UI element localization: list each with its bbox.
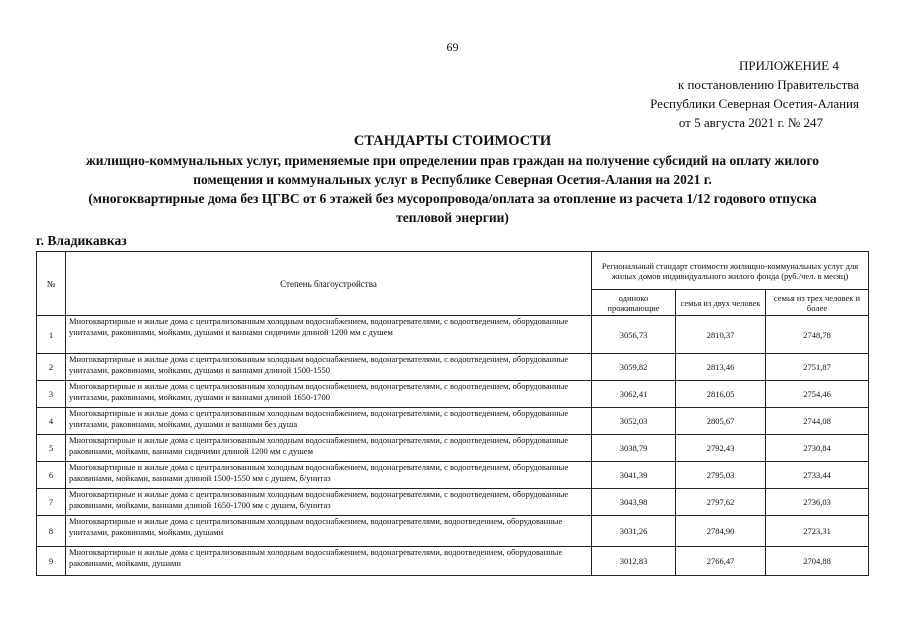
value-family-three: 2736,03 [766, 489, 869, 516]
value-single: 3012,83 [592, 547, 676, 576]
value-single: 3041,39 [592, 462, 676, 489]
value-family-three: 2748,78 [766, 316, 869, 354]
row-number: 3 [37, 381, 66, 408]
row-description: Многоквартирные и жилые дома с централизованным холодным водоснабжением, водонагревателями, водоотведением, оборудованные раковинами, мойками, душами [66, 547, 592, 576]
city-heading: г. Владикавказ [36, 233, 127, 248]
document-title [0, 132, 905, 227]
table-row [37, 462, 869, 489]
table-row [37, 408, 869, 435]
header-family-three: семья из трех человек и более [766, 290, 869, 316]
header-standard-group: Региональный стандарт стоимости жилищно-коммунальных услуг для жилых домов индивидуального жилого фонда (руб./чел. в месяц) [592, 252, 869, 290]
row-description: Многоквартирные и жилые дома с централизованным холодным водоснабжением, водонагревателями, с водоотведением, оборудованные унитазами, раковинами, мойками, душами и ваннами длиной 1500-1550 [66, 354, 592, 381]
table-row [37, 547, 869, 576]
value-family-three: 2751,87 [766, 354, 869, 381]
value-family-two: 2784,90 [676, 516, 766, 547]
standards-table [36, 251, 869, 576]
value-family-two: 2766,47 [676, 547, 766, 576]
title-main: СТАНДАРТЫ СТОИМОСТИ [353, 133, 552, 149]
row-description: Многоквартирные и жилые дома с централизованным холодным водоснабжением, водонагревателями, водоотведением, оборудованные унитазами, раковинами, мойками, душами [66, 516, 592, 547]
table-row [37, 489, 869, 516]
row-number: 5 [37, 435, 66, 462]
appendix-line-1: к постановлению Правительства [677, 77, 859, 92]
appendix-block [650, 56, 859, 132]
appendix-line-2: Республики Северная Осетия-Алания [650, 96, 859, 111]
row-description: Многоквартирные и жилые дома с централизованным холодным водоснабжением, водонагревателями, с водоотведением, оборудованные раковинами, мойками, ваннами сидячими длиной 1200 мм с душем [66, 435, 592, 462]
value-single: 3062,41 [592, 381, 676, 408]
row-number: 7 [37, 489, 66, 516]
value-single: 3043,98 [592, 489, 676, 516]
value-family-two: 2805,67 [676, 408, 766, 435]
row-number: 8 [37, 516, 66, 547]
value-family-three: 2704,88 [766, 547, 869, 576]
row-description: Многоквартирные и жилые дома с централизованным холодным водоснабжением, водонагревателями, с водоотведением, оборудованные раковинами, мойками, ваннами длиной 1500-1550 мм с душем, б/унитаз [66, 462, 592, 489]
title-sub-1: жилищно-коммунальных услуг, применяемые при определении прав граждан на получение субсидий на оплату жилого [85, 153, 819, 168]
value-single: 3052,03 [592, 408, 676, 435]
value-family-two: 2816,05 [676, 381, 766, 408]
row-number: 4 [37, 408, 66, 435]
row-description: Многоквартирные и жилые дома с централизованным холодным водоснабжением, водонагревателями, с водоотведением, оборудованные унитазами, раковинами, мойками, душами и ваннами длиной 1650-1700 [66, 381, 592, 408]
value-family-three: 2730,84 [766, 435, 869, 462]
header-single: одиноко проживающие [592, 290, 676, 316]
table-row [37, 516, 869, 547]
table-row [37, 316, 869, 354]
value-single: 3056,73 [592, 316, 676, 354]
value-single: 3059,82 [592, 354, 676, 381]
value-family-two: 2810,37 [676, 316, 766, 354]
title-sub-4: тепловой энергии) [396, 210, 509, 225]
value-single: 3031,26 [592, 516, 676, 547]
table-row [37, 435, 869, 462]
row-number: 6 [37, 462, 66, 489]
value-family-three: 2733,44 [766, 462, 869, 489]
value-family-two: 2795,03 [676, 462, 766, 489]
value-family-two: 2797,62 [676, 489, 766, 516]
row-description: Многоквартирные и жилые дома с централизованным холодным водоснабжением, водонагревателями, с водоотведением, оборудованные унитазами, раковинами, мойками, душами и ваннами без душа [66, 408, 592, 435]
header-degree: Степень благоустройства [66, 252, 592, 316]
value-family-three: 2754,46 [766, 381, 869, 408]
header-number: № [37, 252, 66, 316]
title-sub-3: (многоквартирные дома без ЦГВС от 6 этажей без мусоропровода/оплата за отопление из расчета 1/12 годового отпуска [88, 191, 817, 206]
page-number: 69 [446, 40, 459, 54]
value-family-three: 2723,31 [766, 516, 869, 547]
value-family-two: 2792,43 [676, 435, 766, 462]
table-row [37, 381, 869, 408]
appendix-title: ПРИЛОЖЕНИЕ 4 [739, 58, 839, 73]
appendix-line-3: от 5 августа 2021 г. № 247 [678, 115, 823, 130]
value-family-two: 2813,46 [676, 354, 766, 381]
row-number: 9 [37, 547, 66, 576]
value-family-three: 2744,08 [766, 408, 869, 435]
row-number: 2 [37, 354, 66, 381]
header-family-two: семья из двух человек [676, 290, 766, 316]
table-row [37, 354, 869, 381]
value-single: 3038,79 [592, 435, 676, 462]
row-description: Многоквартирные и жилые дома с централизованным холодным водоснабжением, водонагревателями, с водоотведением, оборудованные раковинами, мойками, ваннами длиной 1650-1700 мм с душем, б/унитаз [66, 489, 592, 516]
title-sub-2: помещения и коммунальных услуг в Республике Северная Осетия-Алания на 2021 г. [193, 172, 712, 187]
row-number: 1 [37, 316, 66, 354]
row-description: Многоквартирные и жилые дома с централизованным холодным водоснабжением, водонагревателями, с водоотведением, оборудованные унитазами, раковинами, мойками, душами и ваннами сидячими длиной 1200 мм с душем [66, 316, 592, 354]
